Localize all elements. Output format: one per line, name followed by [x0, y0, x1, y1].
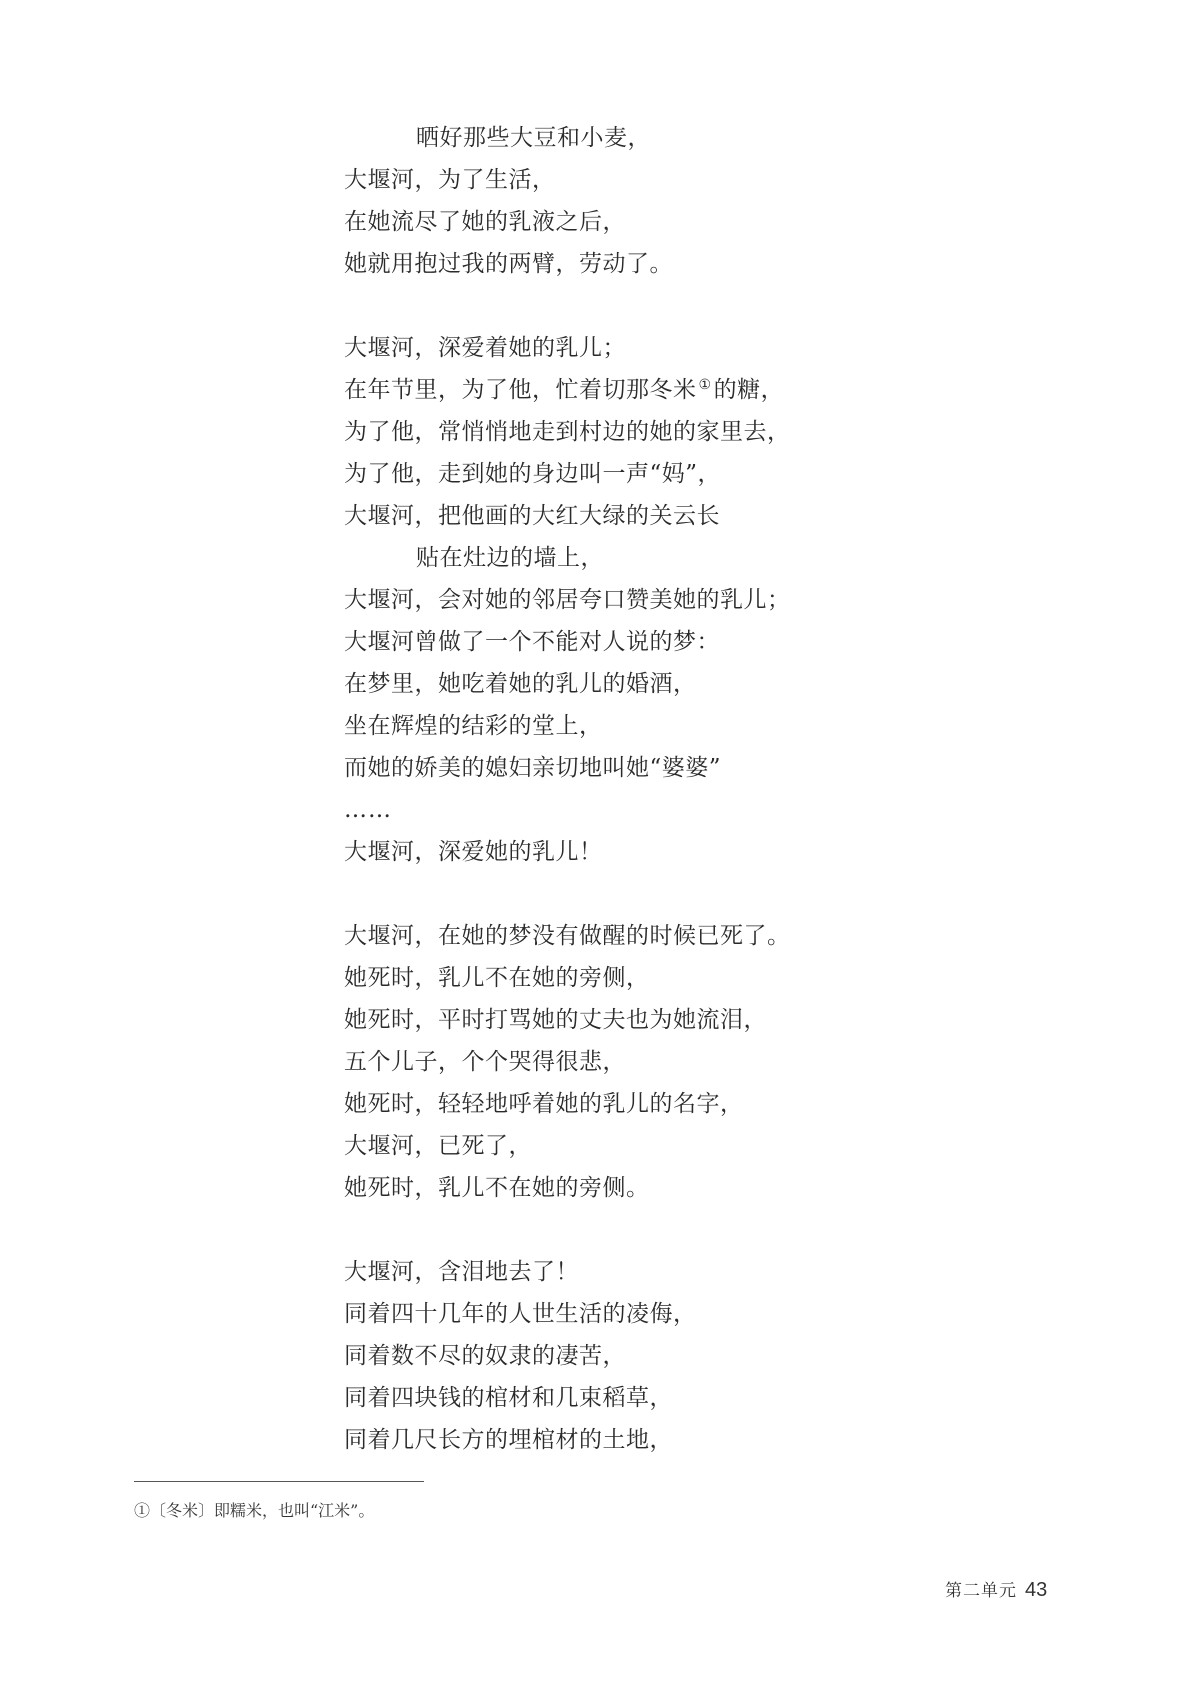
- poem-line: 她死时，乳儿不在她的旁侧，: [344, 965, 650, 991]
- poem-line: 大堰河，深爱着她的乳儿；: [344, 335, 626, 361]
- poem-line: 她死时，轻轻地呼着她的乳儿的名字，: [344, 1091, 744, 1117]
- poem-line: 她就用抱过我的两臂，劳动了。: [344, 251, 673, 277]
- poem-line: 在她流尽了她的乳液之后，: [344, 209, 626, 235]
- footnote-reference[interactable]: ①: [698, 377, 712, 393]
- poem-line-text: 在年节里，为了他，忙着切那冬米: [344, 377, 697, 403]
- poem-line: 同着数不尽的奴隶的凄苦，: [344, 1343, 626, 1369]
- stanza-break: [344, 1209, 1104, 1251]
- poem-line-tail: 的糖，: [713, 377, 785, 403]
- poem-line: 大堰河，已死了，: [344, 1133, 532, 1159]
- poem-line-with-footnote: [344, 369, 1104, 411]
- poem-body: [344, 117, 1104, 1461]
- poem-line: 大堰河，会对她的邻居夸口赞美她的乳儿；: [344, 587, 791, 613]
- poem-line: 同着四十几年的人世生活的凌侮，: [344, 1301, 697, 1327]
- footnote: ①〔冬米〕即糯米，也叫“江米”。: [134, 1501, 375, 1520]
- poem-line: 为了他，走到她的身边叫一声“妈”，: [344, 461, 722, 487]
- poem-line: 贴在灶边的墙上，: [416, 545, 604, 571]
- poem-ellipsis: ……: [344, 797, 392, 823]
- poem-line: 为了他，常悄悄地走到村边的她的家里去，: [344, 419, 791, 445]
- poem-line: 大堰河，为了生活，: [344, 167, 556, 193]
- poem-line: 同着四块钱的棺材和几束稻草，: [344, 1385, 673, 1411]
- poem-line: 坐在辉煌的结彩的堂上，: [344, 713, 603, 739]
- footnote-divider: [134, 1481, 424, 1482]
- poem-line: 五个儿子，个个哭得很悲，: [344, 1049, 626, 1075]
- poem-line: 大堰河，深爱她的乳儿！: [344, 839, 603, 865]
- page-number: 43: [1025, 1579, 1048, 1601]
- poem-line: 而她的娇美的媳妇亲切地叫她“婆婆”: [344, 755, 722, 781]
- poem-line: 大堰河曾做了一个不能对人说的梦：: [344, 629, 720, 655]
- unit-label: 第二单元: [945, 1581, 1017, 1601]
- poem-line: 晒好那些大豆和小麦，: [416, 125, 651, 151]
- page-footer: [945, 1575, 1047, 1605]
- poem-line: 大堰河，在她的梦没有做醒的时候已死了。: [344, 923, 791, 949]
- poem-line: 大堰河，含泪地去了！: [344, 1259, 579, 1285]
- poem-line: 大堰河，把他画的大红大绿的关云长: [344, 503, 720, 529]
- poem-line: 她死时，乳儿不在她的旁侧。: [344, 1175, 650, 1201]
- poem-line: 同着几尺长方的埋棺材的土地，: [344, 1427, 673, 1453]
- poem-line: 在梦里，她吃着她的乳儿的婚酒，: [344, 671, 697, 697]
- stanza-break: [344, 285, 1104, 327]
- stanza-break: [344, 873, 1104, 915]
- poem-line: 她死时，平时打骂她的丈夫也为她流泪，: [344, 1007, 767, 1033]
